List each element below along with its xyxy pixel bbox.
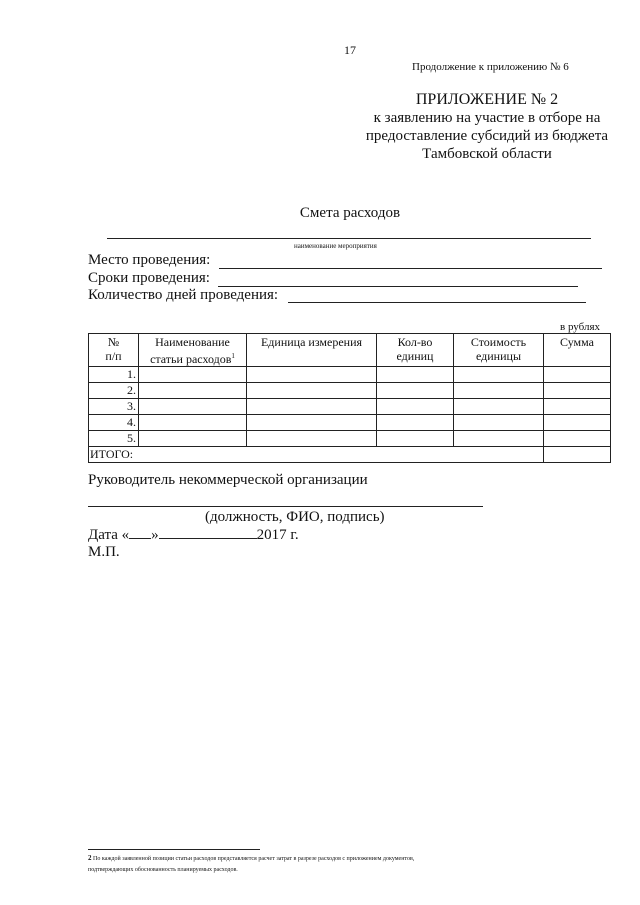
signature-line — [88, 506, 483, 507]
stamp-place: М.П. — [88, 544, 120, 560]
cell-item-name[interactable] — [139, 399, 247, 415]
place-field-line — [219, 268, 602, 269]
cell-unit-cost[interactable] — [454, 399, 544, 415]
signature-caption: (должность, ФИО, подпись) — [205, 509, 385, 525]
currency-note: в рублях — [560, 321, 601, 333]
cell-unit[interactable] — [247, 431, 377, 447]
cell-sum[interactable] — [544, 367, 611, 383]
table-row — [89, 383, 611, 399]
col-header-name-line2 — [139, 349, 246, 366]
footnote-mark: 2 — [88, 854, 92, 862]
cell-sum[interactable] — [544, 431, 611, 447]
col-header-unit: Единица измерения — [247, 334, 377, 367]
place-field-label: Место проведения: — [88, 252, 211, 268]
col-header-qty-line2: единиц — [396, 349, 434, 363]
cell-unit-cost[interactable] — [454, 367, 544, 383]
cell-item-name[interactable] — [139, 431, 247, 447]
date-separator: » — [151, 527, 159, 543]
row-number: 3. — [89, 399, 139, 415]
footnote-separator — [88, 849, 260, 850]
row-number: 1. — [89, 367, 139, 383]
col-header-cost-line1: Стоимость — [470, 335, 527, 349]
col-header-unit-cost — [454, 334, 544, 367]
date-line — [88, 526, 299, 544]
day-blank[interactable] — [129, 526, 151, 539]
appendix-line-2: предоставление субсидий из бюджета — [365, 128, 609, 144]
footnote-line-1 — [88, 853, 588, 865]
col-header-quantity — [377, 334, 454, 367]
table-row — [89, 399, 611, 415]
document-title: Смета расходов — [299, 205, 401, 221]
appendix-block — [352, 91, 622, 163]
cell-item-name[interactable] — [139, 367, 247, 383]
footnote-reference: 1 — [231, 352, 235, 360]
col-header-name-line1: Наименование — [155, 335, 230, 349]
cell-quantity[interactable] — [377, 415, 454, 431]
footnote — [88, 853, 588, 876]
month-blank[interactable] — [159, 526, 257, 539]
total-label: ИТОГО: — [89, 447, 544, 463]
row-number: 4. — [89, 415, 139, 431]
cell-sum[interactable] — [544, 383, 611, 399]
cell-sum[interactable] — [544, 399, 611, 415]
page-number: 17 — [344, 43, 356, 57]
row-number: 5. — [89, 431, 139, 447]
cell-unit[interactable] — [247, 399, 377, 415]
cell-unit[interactable] — [247, 383, 377, 399]
footnote-text-1: По каждой заявленной позиции статьи расходов представляется расчет затрат в разрезе расходов с приложением документов, — [93, 856, 415, 862]
total-row — [89, 447, 611, 463]
cell-unit-cost[interactable] — [454, 431, 544, 447]
cell-unit[interactable] — [247, 367, 377, 383]
days-field-line — [288, 302, 586, 303]
days-field-label: Количество дней проведения: — [88, 287, 279, 303]
col-header-cost-line2: единицы — [475, 349, 522, 363]
cell-unit[interactable] — [247, 415, 377, 431]
dates-field-label: Сроки проведения: — [88, 270, 210, 286]
date-year: 2017 г. — [256, 527, 299, 543]
table-row — [89, 367, 611, 383]
col-header-number-line2: п/п — [105, 349, 122, 363]
table-row — [89, 415, 611, 431]
event-name-line — [107, 238, 591, 239]
appendix-title: ПРИЛОЖЕНИЕ № 2 — [415, 91, 559, 108]
col-header-number-line1: № — [107, 335, 120, 349]
event-name-caption: наименование мероприятия — [294, 242, 377, 250]
cell-unit-cost[interactable] — [454, 415, 544, 431]
cell-quantity[interactable] — [377, 367, 454, 383]
table-header-row — [89, 334, 611, 367]
continuation-note: Продолжение к приложению № 6 — [412, 61, 569, 73]
cell-quantity[interactable] — [377, 431, 454, 447]
organization-head-label: Руководитель некоммерческой организации — [88, 472, 368, 488]
cell-quantity[interactable] — [377, 399, 454, 415]
cell-quantity[interactable] — [377, 383, 454, 399]
table-row — [89, 431, 611, 447]
appendix-line-3: Тамбовской области — [422, 146, 552, 162]
col-header-number — [89, 334, 139, 367]
cell-unit-cost[interactable] — [454, 383, 544, 399]
date-prefix: Дата « — [88, 527, 130, 543]
col-header-qty-line1: Кол-во — [397, 335, 433, 349]
col-header-item-name — [139, 334, 247, 367]
row-number: 2. — [89, 383, 139, 399]
appendix-line-1: к заявлению на участие в отборе на — [373, 110, 601, 126]
col-header-sum: Сумма — [544, 334, 611, 367]
cell-item-name[interactable] — [139, 415, 247, 431]
cell-item-name[interactable] — [139, 383, 247, 399]
cell-total-sum[interactable] — [544, 447, 611, 463]
footnote-line-2: подтверждающих обоснованность планируемых расходов. — [88, 867, 238, 873]
cell-sum[interactable] — [544, 415, 611, 431]
estimate-table — [88, 333, 611, 463]
col-header-name-text: статьи расходов — [150, 352, 232, 366]
